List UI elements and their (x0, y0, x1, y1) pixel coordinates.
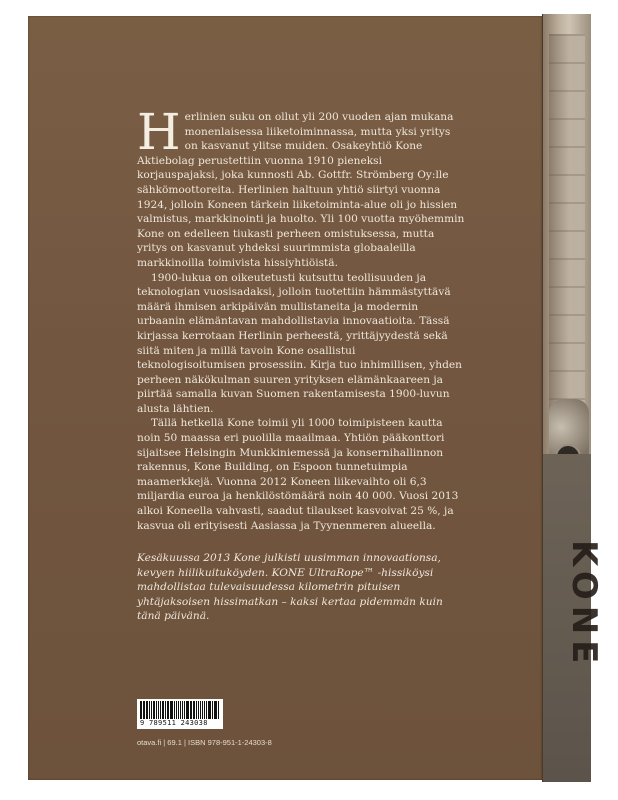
drop-cap: H (137, 103, 181, 161)
barcode-bar (160, 701, 162, 719)
barcode-bar (190, 701, 191, 719)
blurb-paragraph-3: Tällä hetkellä Kone toimii yli 1000 toimipisteen kautta noin 50 maassa eri puolilla maailmaa. Yhtiön pääkonttori sijaitsee Helsingin Munkkiniemessä ja konsernihallinnon rakennus, Kone Building, on Espoon tunnetuimpia maamerkkejä. Vuonna 2012 Koneen liikevaihto oli 6,3 miljardia euroa ja henkilöstömäärä noin 40 000. Vuosi 2013 alkoi Koneella vahvasti, saadut tilaukset kasvoivat 25 %, ja kasvua oli erityisesti Aasiassa ja Tyynenmeren alueella. (137, 417, 459, 532)
barcode-bar (180, 701, 181, 719)
barcode-bar (215, 701, 217, 719)
blurb-text (137, 103, 465, 533)
barcode-bar (156, 701, 157, 719)
barcode-bar (167, 701, 168, 719)
barcode-bar (198, 701, 199, 719)
barcode-bar (200, 701, 202, 719)
barcode-bar (206, 701, 208, 719)
blurb-paragraph-1 (137, 103, 465, 271)
barcode-bar (212, 701, 213, 719)
barcode (137, 699, 223, 729)
publisher-imprint: otava.fi | 69.1 | ISBN 978-951-1-24303-8 (137, 738, 272, 747)
barcode-bar (140, 701, 142, 719)
barcode-bar (165, 701, 166, 719)
barcode-bar (146, 701, 148, 719)
barcode-bar (149, 701, 150, 719)
innovation-note: Kesäkuussa 2013 Kone julkisti uusimman innovaationsa, kevyen hiilikuituköyden. KONE UltraRope™ -hissiköysi mahdollistaa tulevaisuudessa kilometrin pituisen yhtäjaksoisen hissimatkan – kaksi kertaa pidemmän kuin tänä päivänä. (137, 552, 443, 623)
barcode-bar (143, 701, 144, 719)
barcode-bar (153, 701, 155, 719)
barcode-bar (162, 701, 164, 719)
barcode-bar (178, 701, 179, 719)
barcode-bar (151, 701, 152, 719)
barcode-bar (196, 701, 197, 719)
barcode-bar (158, 701, 159, 719)
blurb-paragraph-1-text: erlinien suku on ollut yli 200 vuoden ajan mukana monenlaisessa liiketoiminnassa, mutta yksi yritys on kasvanut ylitse muiden. Osakeyhtiö Kone Aktiebolag perustettiin vuonna 1910 pieneksi korjauspajaksi, joka kunnosti Ab. Gottfr. Strömberg Oy:lle sähkömoottoreita. Herlinien haltuun yhtiö siirtyi vuonna 1924, jolloin Koneen tärkein liiketoiminta-alue oli jo hissien valmistus, markkinointi ja huolto. Yli 100 vuotta myöhemmin Kone on edelleen tiukasti perheen omistuksessa, mutta yritys on kasvanut yhdeksi suurimmista globaaleilla markkinoilla toimivista hissiyhtiöistä. (137, 111, 465, 269)
barcode-bar (176, 701, 178, 719)
barcode-bar (182, 701, 184, 719)
barcode-bars (140, 701, 220, 719)
barcode-bar (193, 701, 195, 719)
barcode-bar (208, 701, 210, 719)
spine-title: KONE (564, 540, 604, 670)
barcode-bar (214, 701, 215, 719)
barcode-bar (204, 701, 205, 719)
barcode-bar (168, 701, 169, 719)
barcode-bar (186, 701, 188, 719)
barcode-bar (174, 701, 175, 719)
barcode-bar (170, 701, 172, 719)
barcode-bar (184, 701, 185, 719)
barcode-bar (202, 701, 203, 719)
barcode-bar (218, 701, 219, 719)
spine-photo-building (549, 34, 585, 454)
barcode-number: 9 789511 243038 (140, 719, 208, 727)
barcode-bar (191, 701, 192, 719)
barcode-bar (144, 701, 145, 719)
blurb-paragraph-2: 1900-lukua on oikeutetusti kutsuttu teollisuuden ja teknologian vuosisadaksi, jolloin tuotettiin hämmästyttävä määrä ihmisen arkipäivän mullistaneita ja modernin urbaanin elämäntavan mahdollistavia innovaatioita. Tässä kirjassa kerrotaan Herlinin perheestä, yrittäjyydestä sekä siitä miten ja millä tavoin Kone osallistui teknologisoitumisen prosessiin. Kirja tuo inhimillisen, yhden perheen näkökulman suuren yrityksen elämänkaareen ja piirtää samalla kuvan Suomen rakentamisesta 1900-luvun alusta lähtien. (137, 271, 462, 415)
